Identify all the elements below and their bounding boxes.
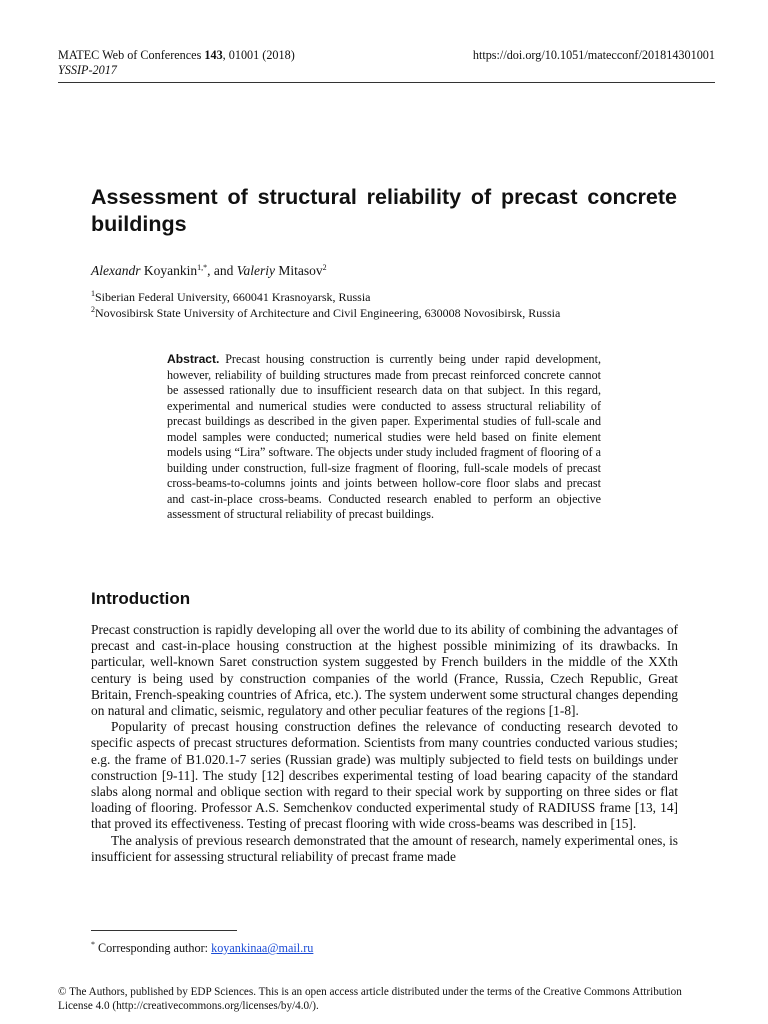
- intro-paragraph-1: Precast construction is rapidly developing all over the world due to its ability of combining the advantages of precast and cast-in-place housing construction at the highest possible minimizing of its drawbacks. In particular, well-known Saret construction system suggested by French builders in the middle of the XXth century is being used by construction companies of the world (France, Russia, Czech Republic, Great Britain, French-speaking countries of Africa, etc.). The system underwent some structural changes depending on natural and climatic, seismic, regulatory and other peculiar features of the regions [1-8].: [91, 622, 678, 719]
- article-info: , 01001 (2018): [222, 48, 295, 62]
- affiliation-2-number: 2: [91, 304, 95, 314]
- corresponding-email-link[interactable]: koyankinaa@mail.ru: [211, 941, 314, 955]
- intro-paragraph-3: The analysis of previous research demonstrated that the amount of research, namely experimental ones, is insufficient for assessing structural reliability of precast frame made: [91, 832, 678, 864]
- affiliation-1-text: Siberian Federal University, 660041 Krasnoyarsk, Russia: [95, 290, 371, 304]
- author-1-family-name: Koyankin: [140, 263, 198, 278]
- affiliation-1-number: 1: [91, 289, 95, 298]
- affiliation-1: [91, 290, 560, 306]
- paper-title: Assessment of structural reliability of precast concrete buildings: [91, 185, 677, 236]
- abstract-text: Precast housing construction is currently being under rapid development, however, reliability of building structures made from precast reinforced concrete cannot be assessed rationally due to insufficient research data on that subject. In this regard, experimental and numerical studies were conducted to assess structural reliability of precast buildings as described in the given paper. Experimental studies of full-scale and model samples were conducted; numerical studies were held based on finite element models using “Lira” software. The objects under study included fragment of flooring of a building under construction, full-size fragment of flooring, full-scale models of precast cross-beams-to-columns joints and joints between hollow-core floor slabs and precast and cast-in-place cross-beams. Conducted research enabled to perform an objective assessment of structural reliability of precast buildings.: [167, 352, 601, 521]
- author-separator: , and: [207, 263, 237, 278]
- doi-link[interactable]: https://doi.org/10.1051/matecconf/201814301001: [472, 48, 715, 62]
- license-notice: © The Authors, published by EDP Sciences. This is an open access article distributed under the terms of the Creative Commons Attribution License 4.0 (http://creativecommons.org/licenses/by/4.0/).: [58, 986, 682, 1012]
- affiliation-2-text: Novosibirsk State University of Architecture and Civil Engineering, 630008 Novosibirsk, Russia: [95, 305, 561, 320]
- author-2-family-name: Mitasov: [275, 263, 323, 278]
- journal-name: MATEC Web of Conferences: [58, 48, 205, 62]
- author-1-given-name: Alexandr: [91, 263, 141, 278]
- running-header-left: [58, 48, 295, 78]
- volume-number: 143: [204, 48, 223, 62]
- introduction-body: [91, 622, 678, 865]
- author-list: [91, 262, 327, 279]
- header-divider: [58, 82, 715, 83]
- conference-name: YSSIP-2017: [58, 63, 117, 77]
- author-2-affiliation-mark: 2: [322, 263, 327, 272]
- affiliations: [91, 290, 560, 321]
- footnote: [91, 941, 313, 956]
- footnote-divider: [91, 930, 237, 931]
- abstract: [167, 352, 601, 523]
- section-heading-introduction: Introduction: [91, 589, 191, 608]
- affiliation-2: [91, 306, 560, 322]
- author-1-affiliation-mark: 1,*: [197, 263, 208, 272]
- footnote-label: Corresponding author:: [95, 941, 212, 955]
- intro-paragraph-2: Popularity of precast housing construction defines the relevance of conducting research devoted to specific aspects of precast structures deformation. Scientists from many countries conducted various studies; e.g. the frame of B1.020.1-7 series (Russian grade) was multiply subjected to field tests on buildings under construction [9-11]. The study [12] describes experimental testing of load bearing capacity of the standard slabs along normal and oblique section with regard to their special work by supporting on three sides or flat loading of flooring. Professor A.S. Semchenkov conducted experimental study of RADIUSS frame [13, 14] that proved its effectiveness. Testing of precast flooring with wide cross-beams was described in [15].: [91, 719, 678, 832]
- abstract-label: Abstract.: [167, 352, 220, 366]
- footnote-mark: *: [91, 940, 95, 949]
- journal-citation: [58, 48, 295, 63]
- author-2-given-name: Valeriy: [236, 263, 275, 278]
